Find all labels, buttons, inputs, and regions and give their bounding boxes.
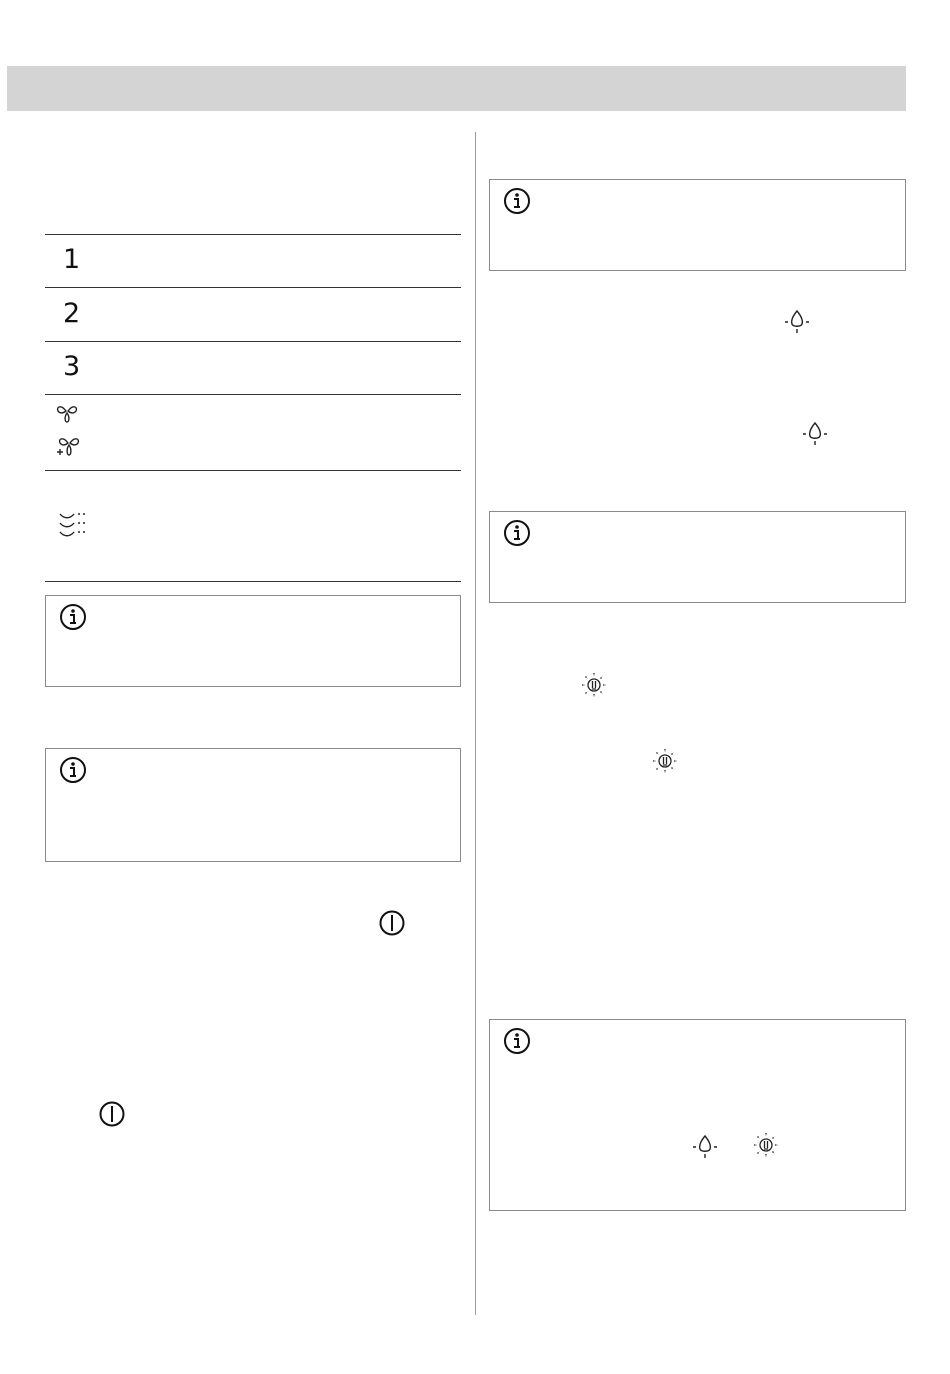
table-rule (45, 470, 461, 471)
filter-indicator-icon (752, 1131, 780, 1159)
info-note-box (489, 511, 906, 603)
steam-breeze-icon (58, 510, 88, 538)
info-icon (503, 187, 531, 215)
power-icon (98, 1100, 126, 1128)
light-bulb-icon (782, 306, 812, 336)
info-icon (503, 1027, 531, 1055)
fan-speed-icon (55, 402, 79, 424)
filter-indicator-icon (651, 747, 679, 775)
column-divider (475, 132, 476, 1315)
table-rule (45, 341, 461, 342)
info-icon (59, 603, 87, 631)
filter-indicator-icon (580, 671, 608, 699)
table-rule (45, 394, 461, 395)
info-note-box (489, 179, 906, 271)
table-rule-bottom (45, 581, 461, 582)
info-note-box (489, 1019, 906, 1211)
power-icon (378, 909, 406, 937)
section-header-bar (7, 66, 906, 111)
fan-boost-icon (55, 434, 81, 458)
info-icon (503, 519, 531, 547)
fan-level-1-symbol: 1 (63, 244, 81, 275)
table-rule-top (45, 234, 461, 235)
fan-level-3-symbol: 3 (63, 351, 81, 382)
info-icon (59, 756, 87, 784)
light-bulb-icon (800, 418, 830, 448)
fan-level-2-symbol: 2 (63, 298, 81, 329)
table-rule (45, 287, 461, 288)
info-note-box (45, 748, 461, 862)
light-bulb-icon (690, 1131, 720, 1161)
info-note-box (45, 595, 461, 687)
